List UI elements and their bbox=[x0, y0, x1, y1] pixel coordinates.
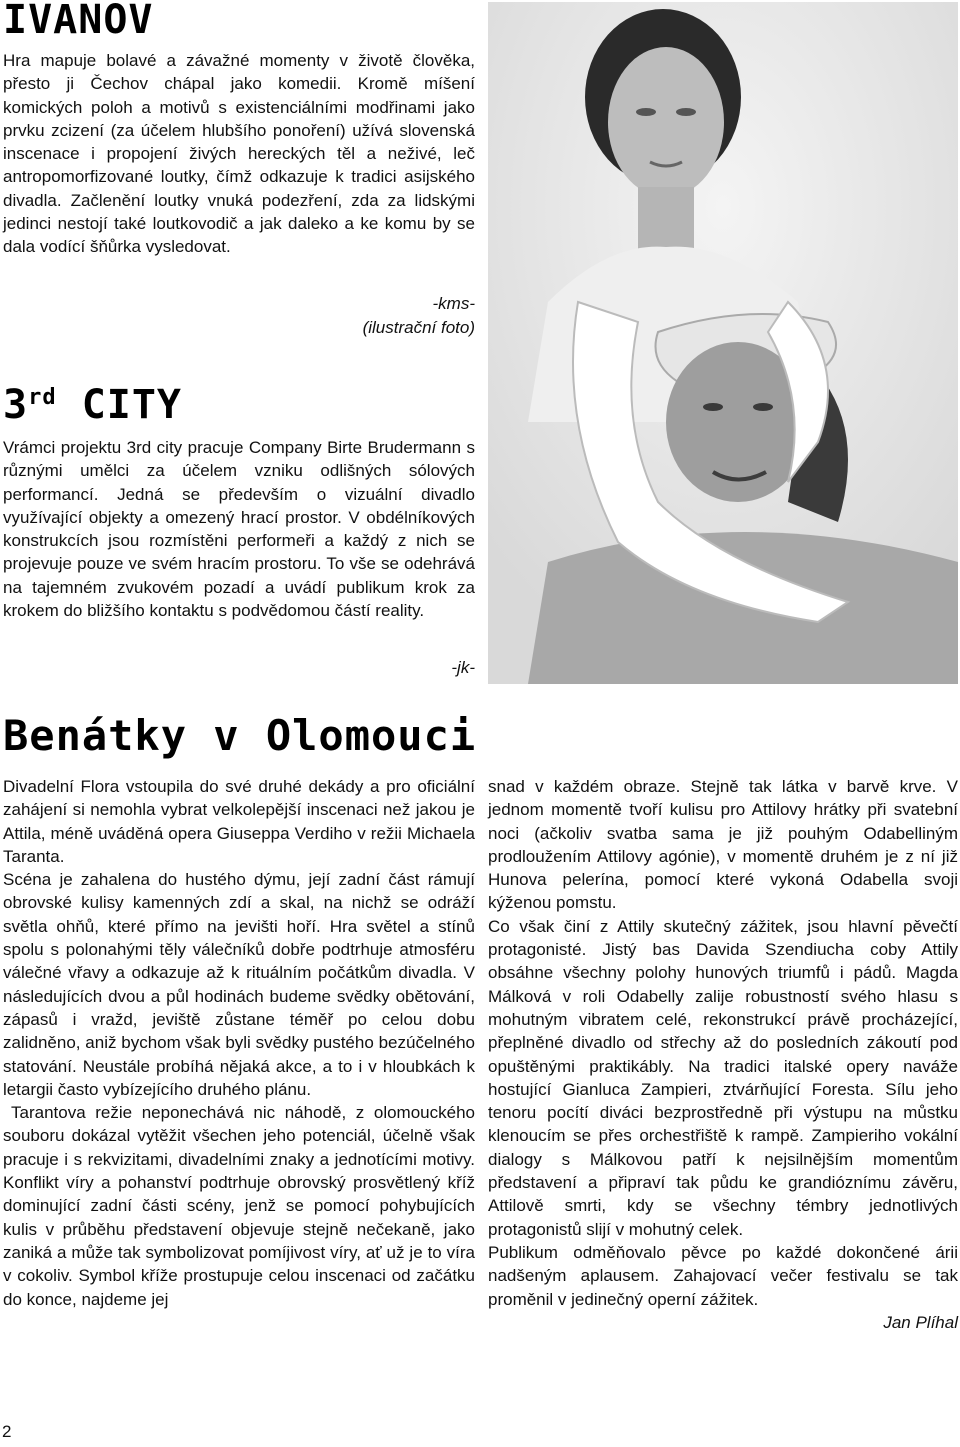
benatky-title: Benátky v Olomouci bbox=[3, 711, 477, 760]
city-title-word: CITY bbox=[81, 382, 183, 428]
benatky-author: Jan Plíhal bbox=[883, 1312, 958, 1332]
city-title-superscript: rd bbox=[28, 385, 57, 410]
city-title bbox=[3, 382, 183, 428]
photo-caption: (ilustrační foto) bbox=[362, 318, 475, 337]
city-body bbox=[3, 436, 475, 622]
city-signature: -jk- bbox=[451, 658, 475, 677]
benatky-column-2 bbox=[488, 775, 958, 1334]
benatky-col2-paragraph-3: Publikum odměňovalo pěvce po každé dokončené árii nadšeným aplausem. Zahajovací večer festivalu se tak proměnil v jedinečný operní zážitek. bbox=[488, 1242, 958, 1309]
page-number: 2 bbox=[2, 1422, 12, 1441]
ivanov-paragraph: Hra mapuje bolavé a závažné momenty v životě člověka, přesto ji Čechov chápal jako komedii. Kromě míšení komických poloh a motivů s existenciálními modřinami jako prvku zcizení (za účelem hlubšího ponoření) užívá slovenská inscenace i propojení živých hereckých těl a neživé, leč antropomorfizované loutky, čímž odkazuje k tradici asijského divadla. Začlenění loutky vnuká podezření, zda za lidskými jedinci nestojí také loutkovodič a jak daleko a ke komu by se dala vodící šňůrka vysledovat. bbox=[3, 51, 475, 257]
ivanov-signature: -kms- bbox=[432, 294, 475, 313]
theatre-photo bbox=[488, 2, 958, 684]
city-paragraph: Vrámci projektu 3rd city pracuje Company Birte Brudermann s různými umělci za účelem vzniku odlišných sólových performancí. Jedná se především o vizuální divadlo využívající objekty a omezený hrací prostor. V obdélníkových konstrukcích jsou rozmístěni performeři a každý z nich se projevuje pouze ve svém hracím prostoru. To vše se odehrává na tajemném zvukovém pozadí a uvádí publikum krok za krokem do bližšího kontaktu s podvědomou částí reality. bbox=[3, 438, 475, 621]
benatky-column-1 bbox=[3, 775, 475, 1311]
benatky-col1-paragraph-2: Scéna je zahalena do hustého dýmu, její zadní část rámují obrovské kulisy kamenných zdí a skal, na nichž se odráží světla ohňů, které přímo na jevišti hoří. Hra světel a stínů spolu s polonahými těly válečníků dobře podtrhuje atmosféru válečné vřavy a odkazuje až k rituálním počátkům divadla. V následujících dvou a půl hodinách budeme svědky obětování, zápasů i vražd, jeviště zůstane téměř po celou dobu zalidněno, aniž bychom však byli svědky pustého bezúčelného statování. Neustále probíhá nějaká akce, a to i v hloubkách k letargii často vybízejícího druhého plánu. bbox=[3, 870, 475, 1099]
benatky-col1-paragraph-3: Tarantova režie neponechává nic náhodě, z olomouckého souboru dokázal vytěžit všechen jeho potenciál, účelně však pracuje i s rekvizitami, divadelními znaky a jednotícími motivy. Konflikt víry a pohanství podtrhuje obrovský prosvětlený kříž dominující zadní části scény, jenž se pomocí pohybujících kulis v průběhu představení objevuje stejně nečekaně, jako zaniká a může tak symbolizovat pomíjivost víry, ať už je to víra v cokoliv. Symbol kříže prostupuje celou inscenaci od začátku do konce, najdeme jej bbox=[3, 1103, 475, 1309]
ivanov-title: IVANOV bbox=[3, 0, 154, 43]
benatky-col2-paragraph-1: snad v každém obraze. Stejně tak látka v barvě krve. V jednom momentě tvoří kulisu pro Attilovy hrátky při svatební noci (ačkoliv svatba sama je již pouhým Odabelliným prodloužením Attilovy agónie), v momentě druhém je z ní již Hunova pelerína, pomocí které vykoná Odabella svoji kýženou pomstu. bbox=[488, 777, 958, 913]
city-title-number: 3 bbox=[3, 382, 29, 428]
ivanov-body bbox=[3, 49, 475, 259]
benatky-col1-paragraph-1: Divadelní Flora vstoupila do své druhé dekády a pro oficiální zahájení si nemohla vybrat velkolepější inscenaci než jakou je Attila, méně uváděná opera Giuseppa Verdiho v režii Michaela Taranta. bbox=[3, 777, 475, 866]
benatky-col2-paragraph-2: Co však činí z Attily skutečný zážitek, jsou hlavní pěvečtí protagonisté. Jistý bas Davida Szendiucha coby Attily obsáhne všechny polohy hunových triumfů i pádů. Magda Málková v roli Odabelly zalije robustností svého hlasu s mohutným vibratem celé, rekonstrukcí právě procházející, přeplněné divadlo od střechy až do posledních zákoutí pod opuštěnými praktikábly. Na tradici italské opery naváže hostující Gianluca Zampieri, ztvárňující Foresta. Sílu jeho tenoru pocítí diváci bezprostředně při výstupu na můstku klenoucím se přes orchestřiště k rampě. Zampieriho vokální dialogy s Málkovou patří k nejsilnějším momentům představení a připraví tak půdu ke grandióznímu závěru, Attilově smrti, kdy se všechny témbry jednotlivých protagonistů slijí v mohutný celek. bbox=[488, 916, 958, 1239]
photo-illustration bbox=[488, 2, 958, 684]
